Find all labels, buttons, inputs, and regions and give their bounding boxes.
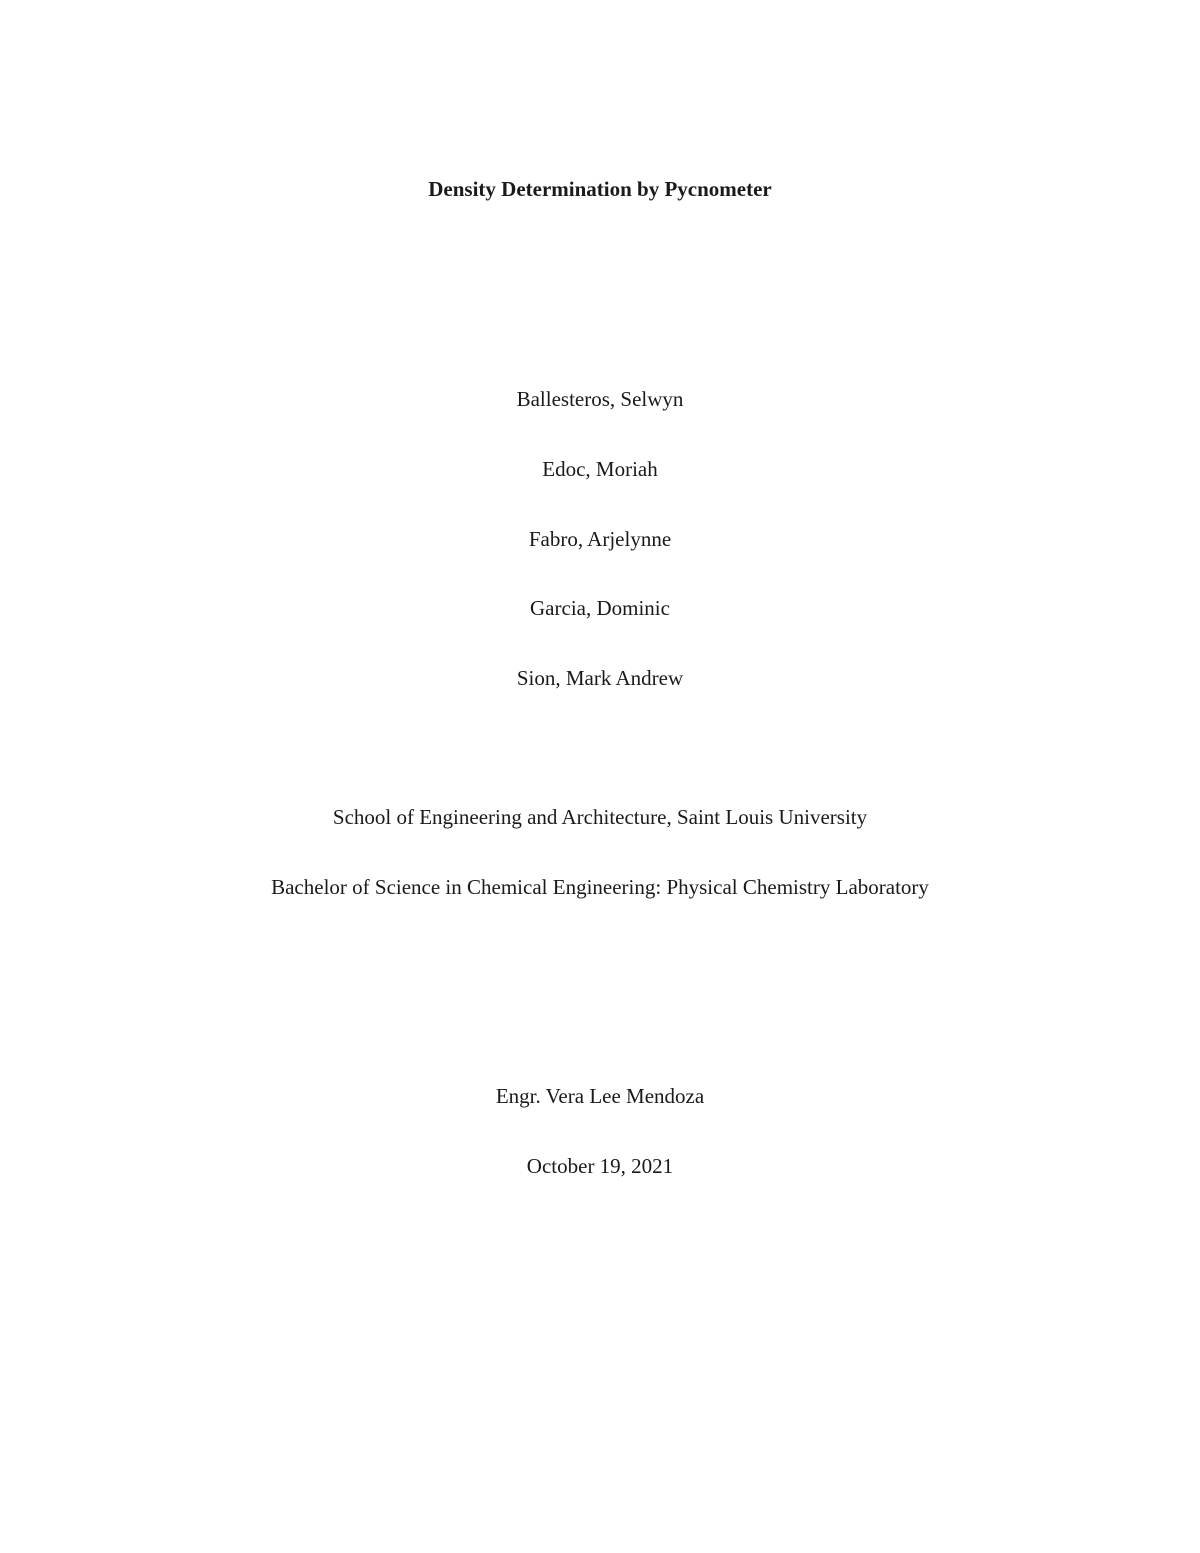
author-name: Garcia, Dominic (530, 596, 670, 620)
author-name: Fabro, Arjelynne (528, 527, 672, 551)
instructor-name: Engr. Vera Lee Mendoza (495, 1084, 705, 1108)
submission-date: October 19, 2021 (526, 1154, 674, 1178)
paper-title: Density Determination by Pycnometer (428, 177, 772, 201)
author-name: Sion, Mark Andrew (516, 666, 684, 690)
school-affiliation: School of Engineering and Architecture, Saint Louis University (332, 805, 868, 829)
author-name: Edoc, Moriah (542, 457, 658, 481)
author-name: Ballesteros, Selwyn (516, 387, 684, 411)
program-course: Bachelor of Science in Chemical Engineering: Physical Chemistry Laboratory (271, 875, 929, 899)
